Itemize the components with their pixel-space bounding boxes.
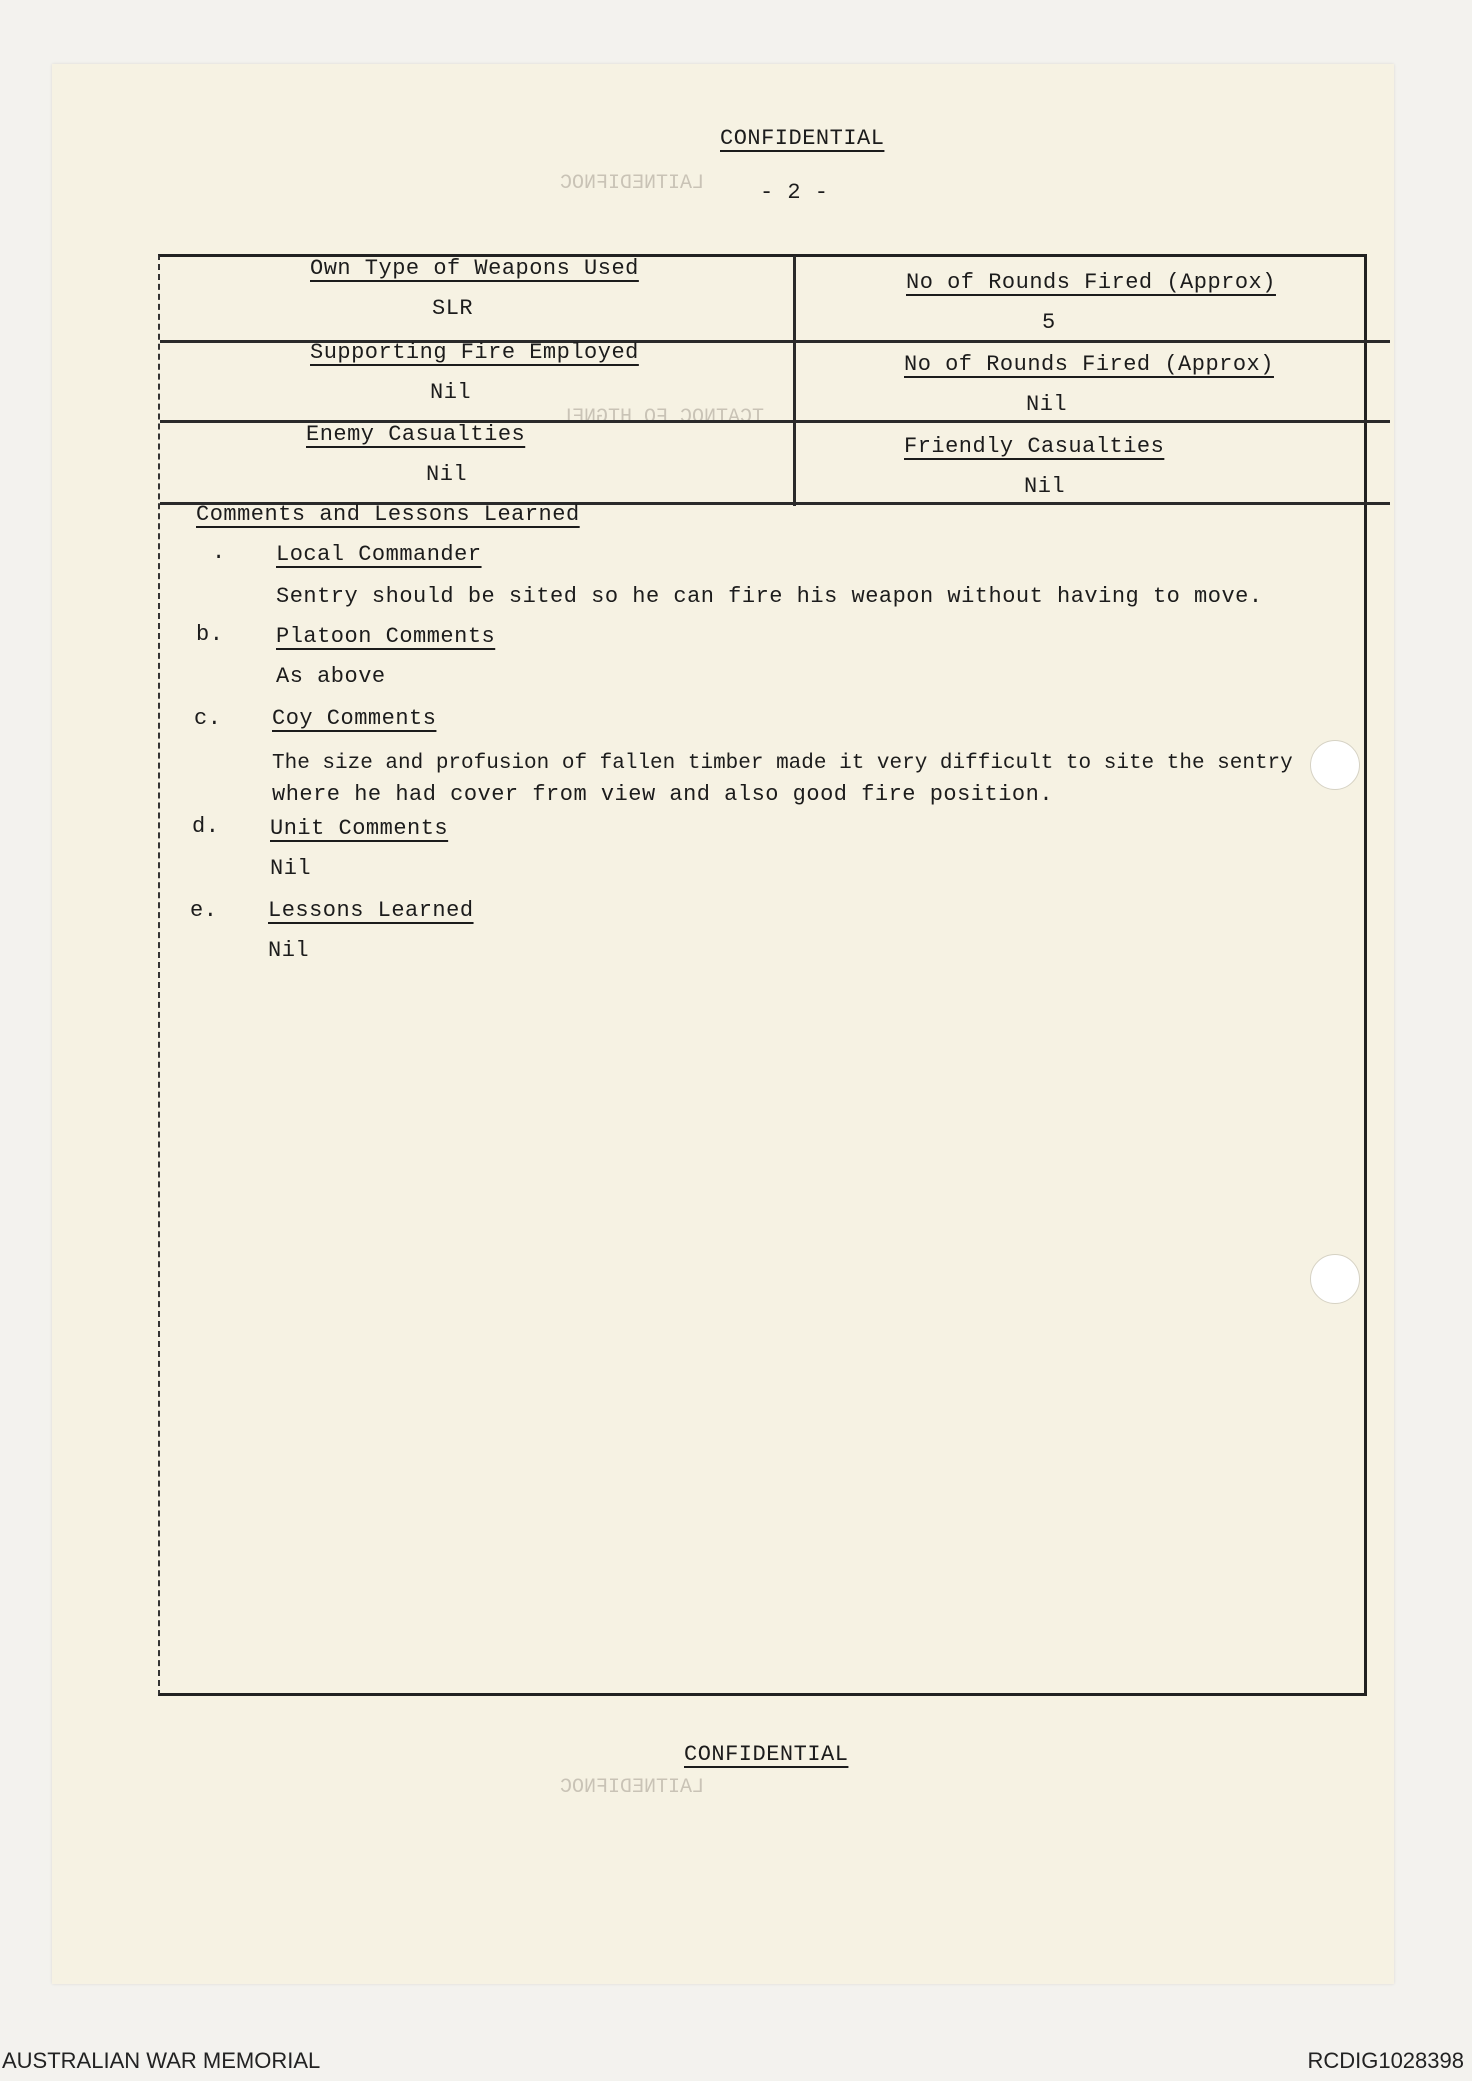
rounds-fired-label: No of Rounds Fired (Approx): [906, 270, 1276, 295]
classification-header: CONFIDENTIAL: [720, 126, 885, 151]
local-commander-heading: Local Commander: [276, 542, 482, 567]
comments-heading: Comments and Lessons Learned: [196, 502, 580, 527]
platoon-comments-heading: Platoon Comments: [276, 624, 496, 649]
weapons-used-label: Own Type of Weapons Used: [310, 256, 639, 281]
table-column-divider: [793, 256, 796, 506]
item-marker: e.: [190, 898, 218, 923]
platoon-comments-text: As above: [276, 664, 386, 689]
item-marker: .: [212, 540, 226, 565]
unit-comments-text: Nil: [270, 856, 312, 881]
bleed-through-text: LAITNEDIFNOC: [560, 1776, 705, 1799]
item-marker: d.: [192, 814, 220, 839]
item-marker: c.: [194, 706, 222, 731]
bleed-through-text: LAITNEDIFNOC: [560, 172, 705, 195]
friendly-casualties-label: Friendly Casualties: [904, 434, 1165, 459]
weapons-used-value: SLR: [432, 296, 474, 321]
enemy-casualties-value: Nil: [426, 462, 468, 487]
supporting-fire-value: Nil: [430, 380, 472, 405]
friendly-casualties-value: Nil: [1024, 474, 1066, 499]
credit-left: AUSTRALIAN WAR MEMORIAL: [2, 2048, 321, 2073]
supporting-rounds-value: Nil: [1026, 392, 1068, 417]
credit-right: RCDIG1028398: [1307, 2048, 1464, 2073]
supporting-fire-label: Supporting Fire Employed: [310, 340, 639, 365]
item-marker: b.: [196, 622, 224, 647]
unit-comments-heading: Unit Comments: [270, 816, 449, 841]
page-number: - 2 -: [760, 180, 829, 205]
coy-comments-text-line1: The size and profusion of fallen timber made it very difficult to site the sentry: [272, 752, 1293, 775]
classification-footer: CONFIDENTIAL: [684, 1742, 849, 1767]
local-commander-text: Sentry should be sited so he can fire his weapon without having to move.: [276, 584, 1263, 609]
coy-comments-text-line2: where he had cover from view and also good fire position.: [272, 782, 1054, 807]
coy-comments-heading: Coy Comments: [272, 706, 437, 731]
enemy-casualties-label: Enemy Casualties: [306, 422, 526, 447]
lessons-learned-heading: Lessons Learned: [268, 898, 474, 923]
rounds-fired-value: 5: [1042, 310, 1056, 335]
supporting-rounds-label: No of Rounds Fired (Approx): [904, 352, 1274, 377]
report-frame: [158, 254, 1367, 1696]
lessons-learned-text: Nil: [268, 938, 310, 963]
bleed-through-text: TCATNOC FO HTGNEL: [560, 406, 765, 429]
